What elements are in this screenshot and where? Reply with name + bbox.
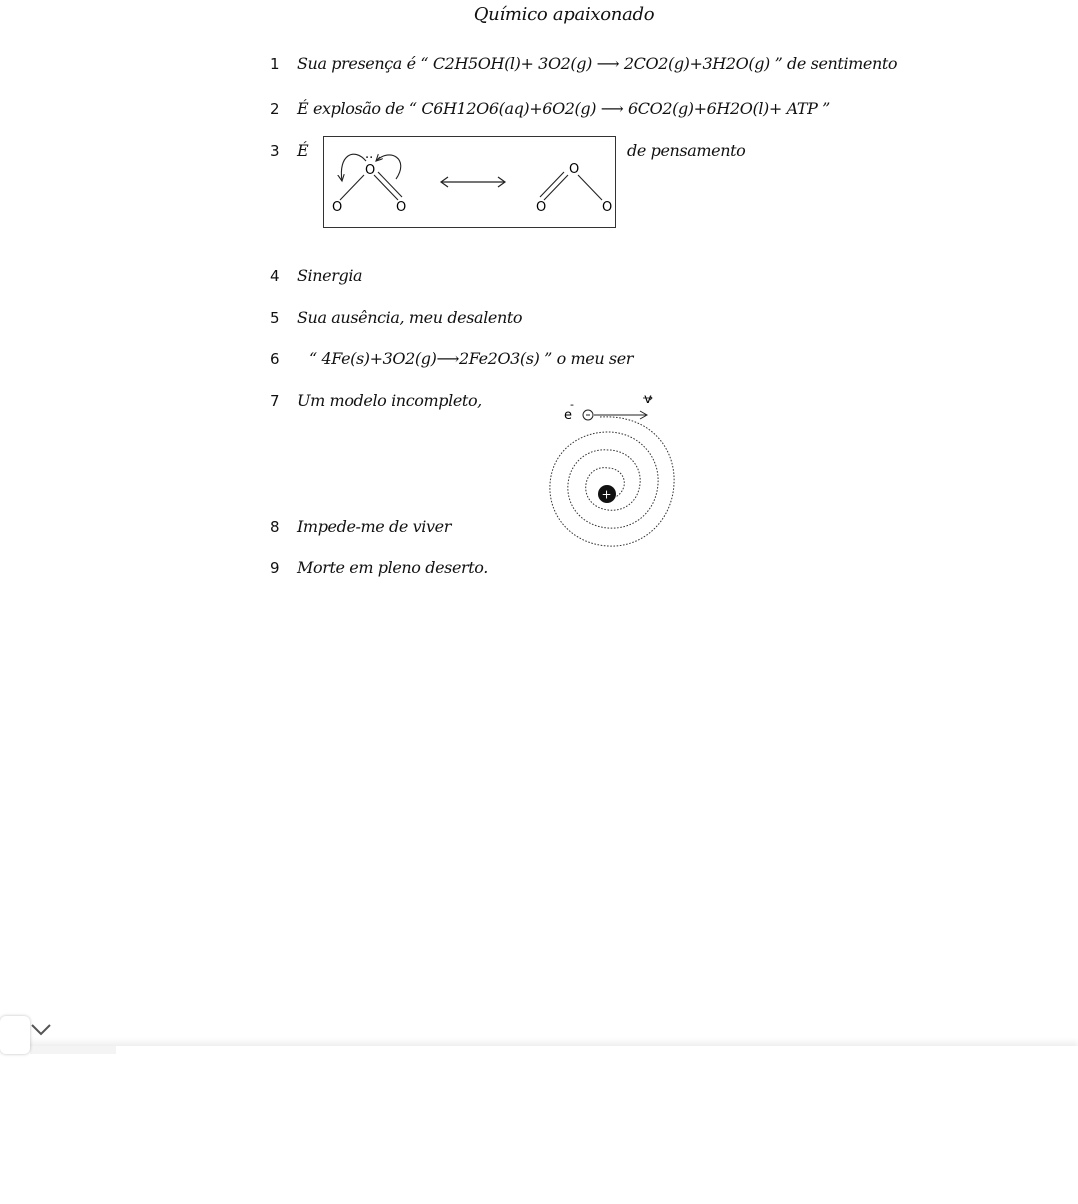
- atom-spiral-drawing: [540, 388, 690, 558]
- nucleus-charge: +: [601, 487, 612, 502]
- poem-line-2: [270, 99, 830, 118]
- poem-line-7: [270, 391, 482, 410]
- poem-line-5: [270, 308, 522, 327]
- chevron-down-icon[interactable]: [30, 1018, 52, 1040]
- panel-header-strip: [30, 1046, 116, 1054]
- poem-line-1: [270, 54, 897, 73]
- line-text: “ 4Fe(s)+3O2(g)⟶2Fe2O3(s) ” o meu ser: [309, 349, 634, 368]
- line-text: Sua ausência, meu desalento: [297, 308, 523, 327]
- bottom-panel: [0, 1046, 1078, 1204]
- line-text: Impede-me de viver: [297, 517, 451, 536]
- electron-charge: -: [570, 398, 574, 411]
- panel-toggle-tab[interactable]: [0, 1016, 30, 1054]
- line-number: 4: [270, 267, 280, 285]
- line-number: 3: [270, 142, 280, 160]
- ozone-right-left-atom: O: [536, 200, 547, 215]
- line-3-continuation: de pensamento: [627, 141, 746, 160]
- document-title: Químico apaixonado: [473, 4, 655, 25]
- line-number: 9: [270, 559, 280, 577]
- ozone-right-right-atom: O: [602, 200, 613, 215]
- line-number: 5: [270, 309, 280, 327]
- poem-line-3: [270, 141, 308, 160]
- poem-line-8: [270, 517, 451, 536]
- line-number: 8: [270, 518, 280, 536]
- ozone-resonance-drawing: [324, 137, 615, 227]
- velocity-label: v: [644, 392, 652, 407]
- line-text: Um modelo incompleto,: [297, 391, 482, 410]
- ozone-center-atom: O: [365, 163, 376, 178]
- line-number: 2: [270, 100, 280, 118]
- resonance-arrow: [441, 177, 505, 187]
- poem-line-9: [270, 558, 488, 577]
- poem-line-6: [270, 349, 633, 368]
- line-text: É: [297, 141, 309, 160]
- ozone-right-atom: O: [396, 200, 407, 215]
- ozone-right-center-atom: O: [569, 162, 580, 177]
- spiral-orbit: [550, 417, 674, 546]
- line-text: Sua presença é “ C2H5OH(l)+ 3O2(g) ⟶ 2CO2(g)+3H2O(g) ” de sentimento: [297, 54, 898, 73]
- line-number: 1: [270, 55, 280, 73]
- line-text: Morte em pleno deserto.: [297, 558, 488, 577]
- lone-pair-dots: ··: [365, 151, 374, 166]
- line-number: 7: [270, 392, 280, 410]
- poem-line-4: [270, 266, 362, 285]
- atom-spiral-figure: [540, 388, 690, 558]
- line-text: É explosão de “ C6H12O6(aq)+6O2(g) ⟶ 6CO2(g)+6H2O(l)+ ATP ”: [297, 99, 830, 118]
- electron-label: e: [564, 408, 572, 423]
- ozone-resonance-figure: [323, 136, 616, 228]
- line-text: Sinergia: [297, 266, 363, 285]
- ozone-left-atom: O: [332, 200, 343, 215]
- line-number: 6: [270, 350, 280, 368]
